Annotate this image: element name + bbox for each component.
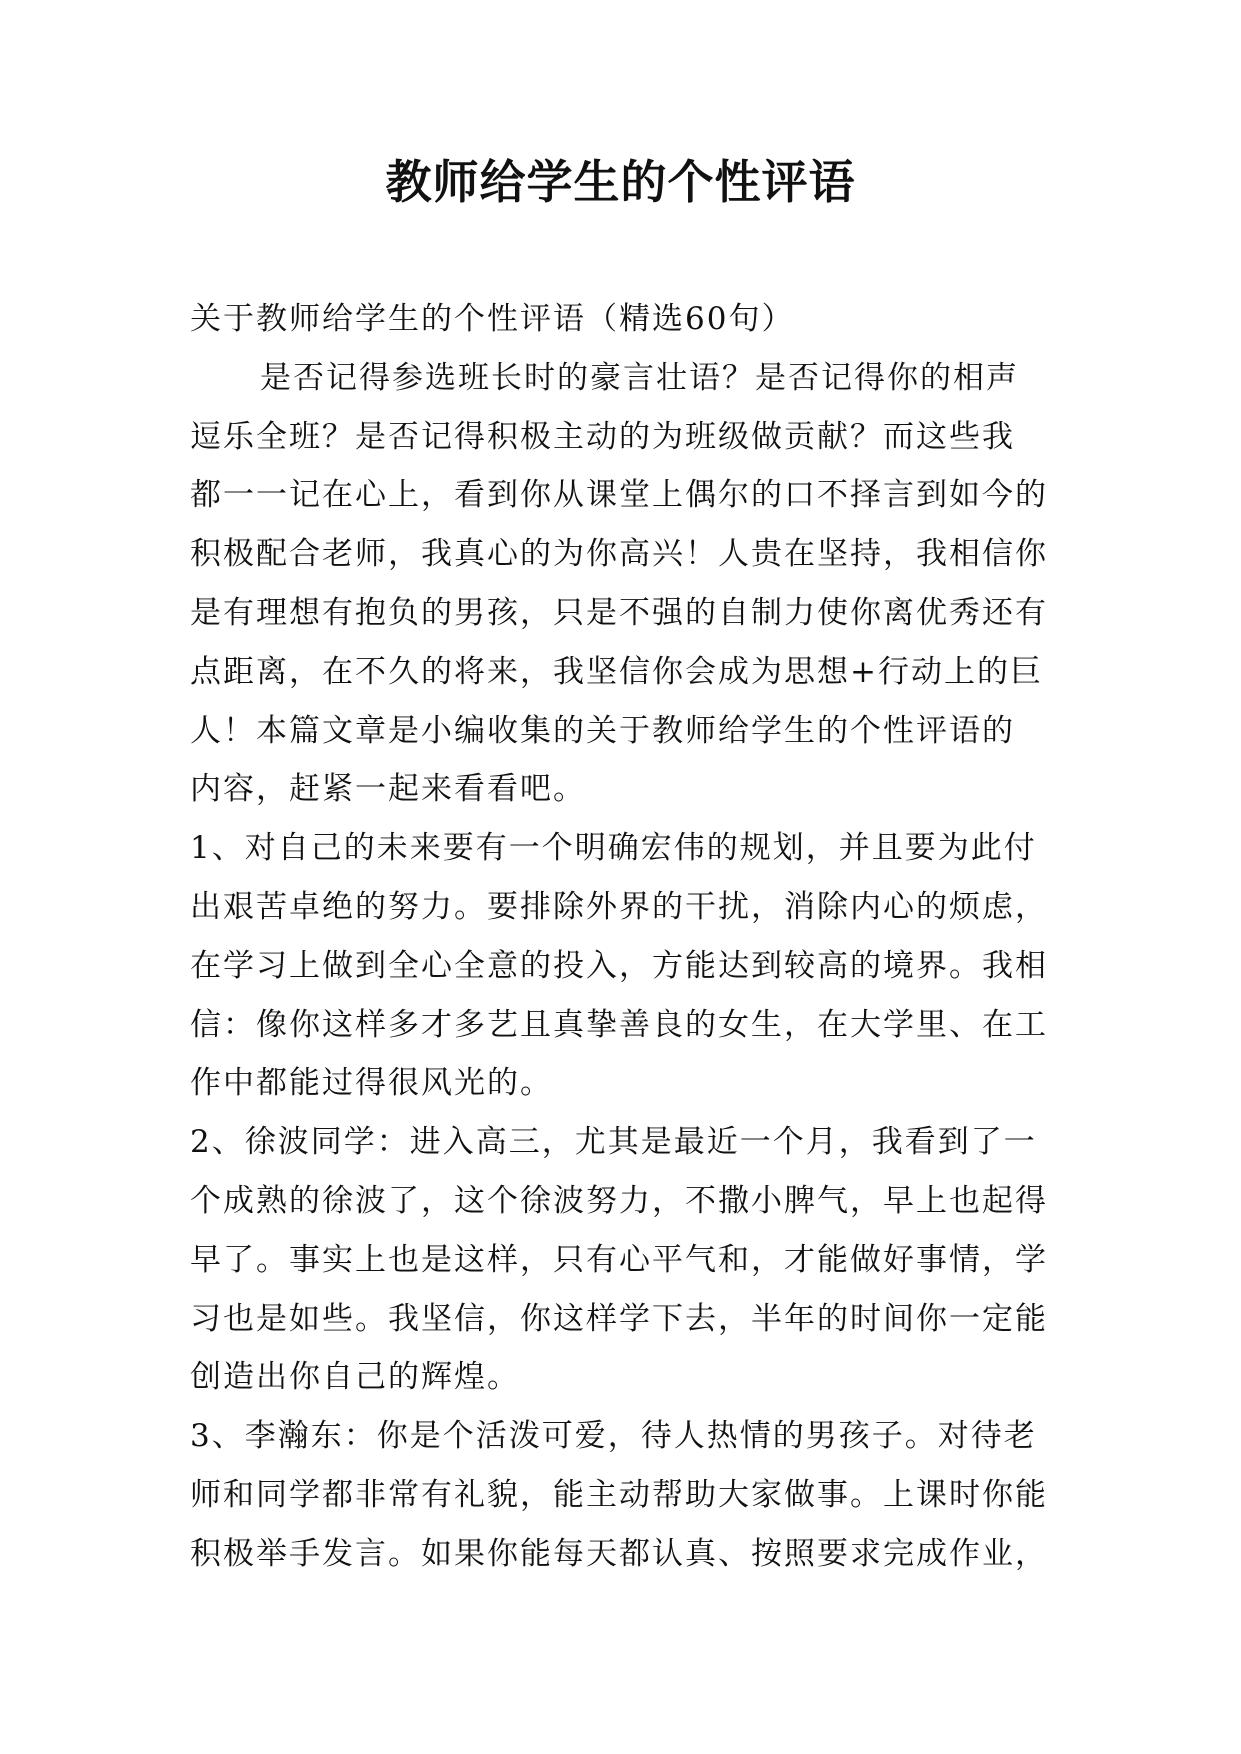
list-item-line: 积极举手发言。如果你能每天都认真、按照要求完成作业， <box>190 1535 1048 1572</box>
paragraph-line: 人！本篇文章是小编收集的关于教师给学生的个性评语的 <box>190 712 1015 749</box>
list-item-line: 个成熟的徐波了，这个徐波努力，不撒小脾气，早上也起得 <box>190 1182 1048 1219</box>
document-body <box>190 290 1060 1584</box>
list-item-line: 师和同学都非常有礼貌，能主动帮助大家做事。上课时你能 <box>190 1476 1048 1513</box>
paragraph-line: 积极配合老师，我真心的为你高兴！人贵在坚持，我相信你 <box>190 536 1048 573</box>
list-item-line: 3、李瀚东：你是个活泼可爱，待人热情的男孩子。对待老 <box>190 1418 1037 1455</box>
list-item-line: 2、徐波同学：进入高三，尤其是最近一个月，我看到了一 <box>190 1124 1037 1161</box>
list-item-line: 在学习上做到全心全意的投入，方能达到较高的境界。我相 <box>190 947 1048 984</box>
list-item-line: 出艰苦卓绝的努力。要排除外界的干扰，消除内心的烦虑， <box>190 888 1048 925</box>
list-item-line: 习也是如些。我坚信，你这样学下去，半年的时间你一定能 <box>190 1300 1048 1337</box>
paragraph-line: 内容，赶紧一起来看看吧。 <box>190 771 586 808</box>
list-item-line: 创造出你自己的辉煌。 <box>190 1359 520 1396</box>
subtitle-line: 关于教师给学生的个性评语（精选60句） <box>190 301 795 337</box>
paragraph-line: 是否记得参选班长时的豪言壮语？是否记得你的相声 <box>260 359 1019 396</box>
paragraph-line: 是有理想有抱负的男孩，只是不强的自制力使你离优秀还有 <box>190 594 1048 631</box>
paragraph-line: 都一一记在心上，看到你从课堂上偶尔的口不择言到如今的 <box>190 477 1048 514</box>
list-item-line: 作中都能过得很风光的。 <box>190 1065 553 1102</box>
paragraph-line: 逗乐全班？是否记得积极主动的为班级做贡献？而这些我 <box>190 418 1015 455</box>
list-item-line: 早了。事实上也是这样，只有心平气和，才能做好事情，学 <box>190 1241 1048 1278</box>
list-item-line: 信：像你这样多才多艺且真挚善良的女生，在大学里、在工 <box>190 1006 1048 1043</box>
list-item-line: 1、对自己的未来要有一个明确宏伟的规划，并且要为此付 <box>190 830 1037 867</box>
paragraph-line: 点距离，在不久的将来，我坚信你会成为思想+行动上的巨 <box>190 653 1043 690</box>
document-title: 教师给学生的个性评语 <box>385 155 856 209</box>
